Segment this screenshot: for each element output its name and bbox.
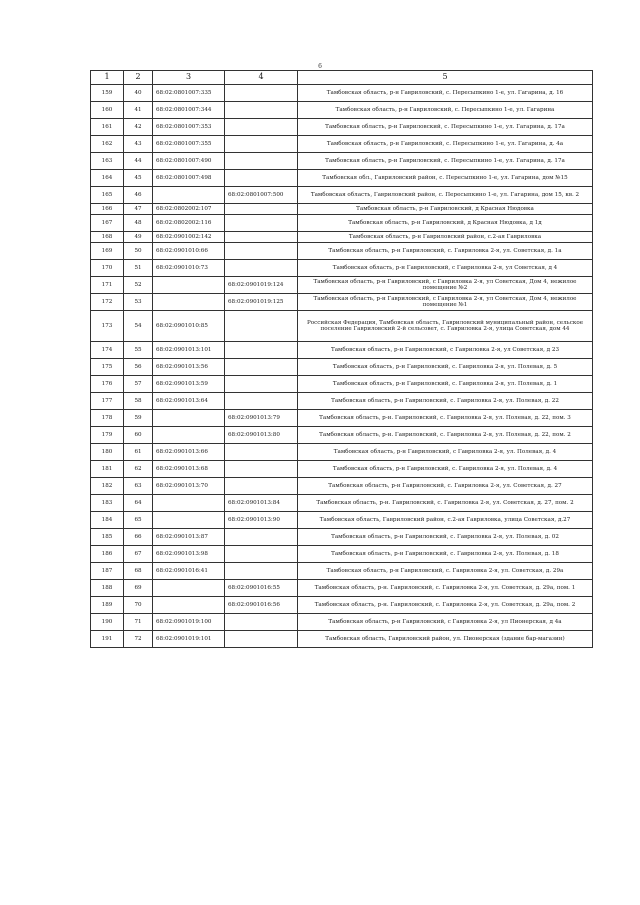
cell-kad: 68:02:0901010:66 (153, 243, 225, 260)
cell-part (225, 215, 298, 232)
column-header: 4 (225, 71, 298, 85)
cell-m: 54 (124, 311, 153, 342)
cell-n: 186 (91, 546, 124, 563)
table-row (91, 243, 593, 260)
cell-kad: 68:02:0801007:355 (153, 136, 225, 153)
cell-m: 56 (124, 359, 153, 376)
table-row (91, 614, 593, 631)
cell-m: 51 (124, 260, 153, 277)
cell-kad: 68:02:0901013:64 (153, 393, 225, 410)
table-row (91, 631, 593, 648)
cell-m: 69 (124, 580, 153, 597)
table-row (91, 294, 593, 311)
cell-n: 190 (91, 614, 124, 631)
table-row (91, 597, 593, 614)
cell-kad: 68:02:0901013:56 (153, 359, 225, 376)
cell-n: 181 (91, 461, 124, 478)
cell-m: 47 (124, 204, 153, 215)
table-row (91, 393, 593, 410)
cell-n: 170 (91, 260, 124, 277)
cell-part (225, 243, 298, 260)
cell-m: 62 (124, 461, 153, 478)
cell-addr: Тамбовская область, р-н Гавриловский, с Гавриловка 2-я, ул Пионерская, д 4а (298, 614, 593, 631)
table-row (91, 260, 593, 277)
cell-kad (153, 512, 225, 529)
cell-addr: Тамбовская область, р-н Гавриловский, с Гавриловка 2-я, ул Советская, д 23 (298, 342, 593, 359)
cell-part (225, 631, 298, 648)
cell-addr: Тамбовская область, р-н Гавриловский, д Красная Нюдовка, д 1д (298, 215, 593, 232)
cell-m: 59 (124, 410, 153, 427)
cell-kad: 68:02:0901002:142 (153, 232, 225, 243)
cell-m: 53 (124, 294, 153, 311)
cell-n: 173 (91, 311, 124, 342)
cell-addr: Тамбовская область, р-н Гавриловский, с. Пересыпкино 1-е, ул. Гагарина, д. 17а (298, 153, 593, 170)
cell-addr: Тамбовская область, р-н Гавриловский, с. Гавриловка 2-я, ул. Полевая, д. 22 (298, 393, 593, 410)
cell-part: 68:02:0901013:79 (225, 410, 298, 427)
cell-n: 159 (91, 85, 124, 102)
cell-kad: 68:02:0901013:101 (153, 342, 225, 359)
cell-part (225, 614, 298, 631)
cell-part (225, 311, 298, 342)
cell-kad: 68:02:0901019:101 (153, 631, 225, 648)
cell-addr: Тамбовская область, р-н Гавриловский, с. Гавриловка 2-я, ул. Советская, д. 27 (298, 478, 593, 495)
table-row (91, 376, 593, 393)
cell-n: 166 (91, 204, 124, 215)
cell-n: 167 (91, 215, 124, 232)
cell-addr: Тамбовская область, р-н Гавриловский, с. Гавриловка 2-я, ул. Полевая, д. 4 (298, 461, 593, 478)
table-row (91, 563, 593, 580)
cell-part (225, 153, 298, 170)
cell-addr: Тамбовская область, р-н Гавриловский, с. Гавриловка 2-я, ул. Советская, д. 29а (298, 563, 593, 580)
cell-kad: 68:02:0901013:66 (153, 444, 225, 461)
cell-addr: Российская Федерация, Тамбовская область, Гавриловский муниципальный район, сельское поселение Гавриловский 2-й сельсовет, с. Гавриловка 2-я, улица Советская, дом 44 (298, 311, 593, 342)
cell-n: 184 (91, 512, 124, 529)
cell-m: 44 (124, 153, 153, 170)
cell-n: 176 (91, 376, 124, 393)
cell-addr: Тамбовская область, Гавриловский район, с. Пересыпкино 1-е, ул. Гагарина, дом 15, кв. 2 (298, 187, 593, 204)
cell-kad (153, 495, 225, 512)
cell-part: 68:02:0901016:56 (225, 597, 298, 614)
cell-kad: 68:02:0901016:41 (153, 563, 225, 580)
cell-part: 68:02:0901019:125 (225, 294, 298, 311)
cell-part (225, 102, 298, 119)
cell-n: 187 (91, 563, 124, 580)
cell-kad: 68:02:0901013:98 (153, 546, 225, 563)
cell-kad: 68:02:0801007:335 (153, 85, 225, 102)
table-row (91, 410, 593, 427)
table-row (91, 580, 593, 597)
cell-n: 179 (91, 427, 124, 444)
cell-n: 182 (91, 478, 124, 495)
table-row (91, 529, 593, 546)
cell-addr: Тамбовская обл., Гавриловский район, с. Пересыпкино 1-е, ул. Гагарина, дом №15 (298, 170, 593, 187)
cell-addr: Тамбовская область, р-н Гавриловский, с Гавриловка 2-я, ул Советская, Дом 4, нежилое помещение №2 (298, 277, 593, 294)
table-row (91, 444, 593, 461)
cell-kad (153, 597, 225, 614)
cell-kad: 68:02:0801007:353 (153, 119, 225, 136)
cell-m: 64 (124, 495, 153, 512)
cell-kad (153, 410, 225, 427)
cell-kad: 68:02:0901013:70 (153, 478, 225, 495)
cell-m: 50 (124, 243, 153, 260)
cell-m: 42 (124, 119, 153, 136)
cell-part (225, 478, 298, 495)
column-header: 2 (124, 71, 153, 85)
cell-m: 60 (124, 427, 153, 444)
cell-m: 72 (124, 631, 153, 648)
table-row (91, 342, 593, 359)
cell-m: 63 (124, 478, 153, 495)
cell-n: 162 (91, 136, 124, 153)
cell-kad: 68:02:0802002:116 (153, 215, 225, 232)
cell-m: 70 (124, 597, 153, 614)
cell-n: 180 (91, 444, 124, 461)
property-register-table (90, 70, 593, 648)
cell-n: 163 (91, 153, 124, 170)
cell-n: 160 (91, 102, 124, 119)
cell-addr: Тамбовская область, р-н Гавриловский, с Гавриловка 2-я, ул Советская, Дом 4, нежилое помещение №1 (298, 294, 593, 311)
cell-n: 161 (91, 119, 124, 136)
cell-n: 168 (91, 232, 124, 243)
cell-addr: Тамбовская область, р-н Гавриловский, с. Гавриловка 2-я, ул. Полевая, д. 18 (298, 546, 593, 563)
table-row (91, 478, 593, 495)
cell-m: 41 (124, 102, 153, 119)
cell-kad: 68:02:0901013:59 (153, 376, 225, 393)
cell-n: 177 (91, 393, 124, 410)
table-row (91, 102, 593, 119)
cell-n: 169 (91, 243, 124, 260)
cell-kad (153, 294, 225, 311)
table-row (91, 187, 593, 204)
cell-addr: Тамбовская область, р-н. Гавриловский, с. Гавриловка 2-я, ул. Советская, д. 29а, пом. 2 (298, 597, 593, 614)
cell-kad: 68:02:0901019:100 (153, 614, 225, 631)
page-number: 6 (318, 63, 322, 70)
table-row (91, 311, 593, 342)
cell-m: 71 (124, 614, 153, 631)
cell-m: 55 (124, 342, 153, 359)
cell-addr: Тамбовская область, р-н Гавриловский, с. Гавриловка 2-я, ул. Полевая, д. 02 (298, 529, 593, 546)
cell-addr: Тамбовская область, р-н Гавриловский, с. Пересыпкино 1-е, ул. Гагарина, д. 4а (298, 136, 593, 153)
cell-addr: Тамбовская область, р-н Гавриловский, с Гавриловка 2-я, ул Советская, д 4 (298, 260, 593, 277)
cell-addr: Тамбовская область, р-н Гавриловский, с. Пересыпкино 1-е, ул. Гагарина, д. 16 (298, 85, 593, 102)
cell-part (225, 136, 298, 153)
cell-part (225, 119, 298, 136)
cell-m: 48 (124, 215, 153, 232)
table-row (91, 215, 593, 232)
table-row (91, 546, 593, 563)
cell-m: 61 (124, 444, 153, 461)
cell-addr: Тамбовская область, Гавриловский район, ул. Пионерская (здание бар-магазин) (298, 631, 593, 648)
cell-n: 178 (91, 410, 124, 427)
cell-m: 68 (124, 563, 153, 580)
table-row (91, 119, 593, 136)
cell-kad (153, 277, 225, 294)
cell-m: 46 (124, 187, 153, 204)
cell-part (225, 461, 298, 478)
table-header-row (91, 71, 593, 85)
table-row (91, 461, 593, 478)
cell-addr: Тамбовская область, р-н Гавриловский, с. Пересыпкино 1-е, ул. Гагарина (298, 102, 593, 119)
cell-n: 175 (91, 359, 124, 376)
cell-addr: Тамбовская область, р-н Гавриловский, с Гавриловка 2-я, ул. Полевая, д. 4 (298, 444, 593, 461)
table-row (91, 512, 593, 529)
cell-part (225, 260, 298, 277)
cell-addr: Тамбовская область, р-н. Гавриловский, с. Гавриловка 2-я, ул. Полевая, д. 22, пом. 3 (298, 410, 593, 427)
cell-part: 68:02:0901013:84 (225, 495, 298, 512)
cell-n: 174 (91, 342, 124, 359)
cell-part (225, 359, 298, 376)
cell-kad: 68:02:0801007:498 (153, 170, 225, 187)
cell-part (225, 342, 298, 359)
cell-m: 57 (124, 376, 153, 393)
cell-kad: 68:02:0802002:107 (153, 204, 225, 215)
cell-part (225, 85, 298, 102)
cell-addr: Тамбовская область, р-н Гавриловский район, с.2-ая Гавриловка (298, 232, 593, 243)
cell-kad: 68:02:0901010:73 (153, 260, 225, 277)
cell-part (225, 204, 298, 215)
cell-n: 165 (91, 187, 124, 204)
cell-part (225, 444, 298, 461)
cell-kad (153, 187, 225, 204)
cell-addr: Тамбовская область, р-н Гавриловский, д Красная Нюдовка (298, 204, 593, 215)
cell-m: 67 (124, 546, 153, 563)
table-row (91, 359, 593, 376)
cell-n: 189 (91, 597, 124, 614)
cell-n: 188 (91, 580, 124, 597)
cell-part: 68:02:0901019:124 (225, 277, 298, 294)
cell-n: 185 (91, 529, 124, 546)
cell-m: 45 (124, 170, 153, 187)
cell-m: 52 (124, 277, 153, 294)
column-header: 3 (153, 71, 225, 85)
cell-kad (153, 427, 225, 444)
cell-addr: Тамбовская область, р-н Гавриловский, с. Гавриловка 2-я, ул. Полевая, д. 5 (298, 359, 593, 376)
cell-kad: 68:02:0901013:87 (153, 529, 225, 546)
table-row (91, 85, 593, 102)
cell-part (225, 529, 298, 546)
column-header: 5 (298, 71, 593, 85)
cell-m: 65 (124, 512, 153, 529)
cell-part (225, 170, 298, 187)
cell-n: 171 (91, 277, 124, 294)
cell-addr: Тамбовская область, р-н Гавриловский, с. Пересыпкино 1-е, ул. Гагарина, д. 17а (298, 119, 593, 136)
table-row (91, 277, 593, 294)
cell-part (225, 393, 298, 410)
cell-part (225, 232, 298, 243)
cell-addr: Тамбовская область, р-н. Гавриловский, с. Гавриловка 2-я, ул. Советская, д. 29а, пом. 1 (298, 580, 593, 597)
cell-m: 49 (124, 232, 153, 243)
cell-addr: Тамбовская область, р-н Гавриловский, с. Гавриловка 2-я, ул. Полевая, д. 1 (298, 376, 593, 393)
cell-m: 43 (124, 136, 153, 153)
cell-part (225, 563, 298, 580)
cell-addr: Тамбовская область, р-н. Гавриловский, с. Гавриловка 2-я, ул. Полевая, д. 22, пом. 2 (298, 427, 593, 444)
column-header: 1 (91, 71, 124, 85)
table-row (91, 136, 593, 153)
cell-n: 164 (91, 170, 124, 187)
cell-kad: 68:02:0801007:490 (153, 153, 225, 170)
cell-n: 183 (91, 495, 124, 512)
table-row (91, 427, 593, 444)
cell-addr: Тамбовская область, р-н Гавриловский, с. Гавриловка 2-я, ул. Советская, д. 1а (298, 243, 593, 260)
cell-part: 68:02:0801007:500 (225, 187, 298, 204)
table-row (91, 170, 593, 187)
cell-kad (153, 580, 225, 597)
cell-kad: 68:02:0901013:68 (153, 461, 225, 478)
cell-kad: 68:02:0901010:85 (153, 311, 225, 342)
cell-part: 68:02:0901016:55 (225, 580, 298, 597)
table-row (91, 204, 593, 215)
cell-m: 58 (124, 393, 153, 410)
cell-part: 68:02:0901013:80 (225, 427, 298, 444)
cell-addr: Тамбовская область, р-н. Гавриловский, с. Гавриловка 2-я, ул. Советская, д. 27, пом. 2 (298, 495, 593, 512)
cell-part (225, 376, 298, 393)
cell-m: 66 (124, 529, 153, 546)
table-row (91, 153, 593, 170)
cell-m: 40 (124, 85, 153, 102)
cell-n: 191 (91, 631, 124, 648)
cell-addr: Тамбовская область, Гавриловский район, с.2-ая Гавриловка, улица Советская, д.27 (298, 512, 593, 529)
cell-n: 172 (91, 294, 124, 311)
table-body (91, 85, 593, 648)
cell-kad: 68:02:0801007:344 (153, 102, 225, 119)
cell-part: 68:02:0901013:90 (225, 512, 298, 529)
table-row (91, 232, 593, 243)
cell-part (225, 546, 298, 563)
table-row (91, 495, 593, 512)
